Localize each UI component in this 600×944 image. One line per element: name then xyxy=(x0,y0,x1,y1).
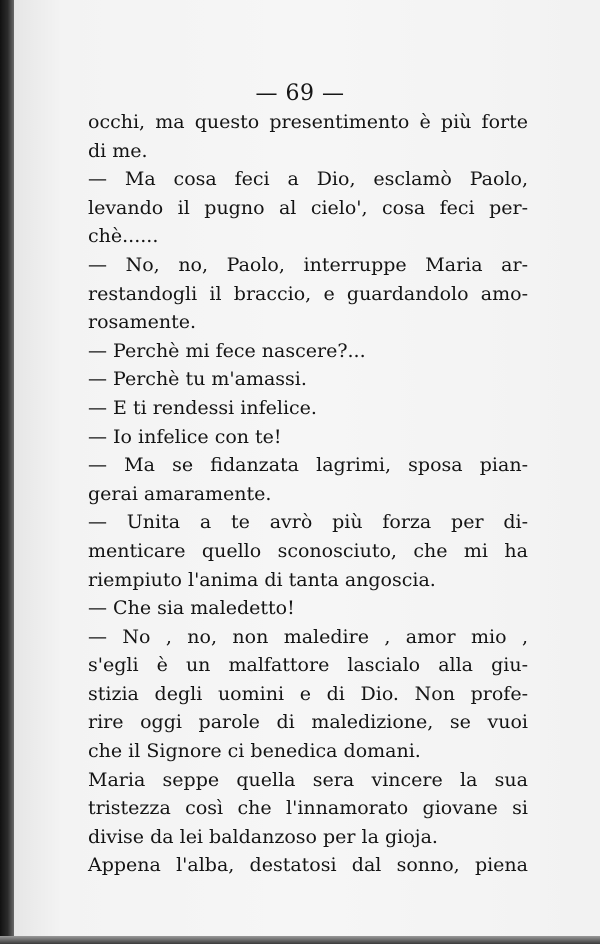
text-line: — No, no, Paolo, interruppe Maria ar- xyxy=(88,253,528,276)
page-bottom-edge xyxy=(0,936,600,944)
text-line: menticare quello sconosciuto, che mi ha xyxy=(88,539,528,562)
text-line: s'egli è un malfattore lascialo alla giu- xyxy=(88,654,528,677)
body-text xyxy=(88,108,528,880)
text-line: rire oggi parole di maledizione, se vuoi xyxy=(88,711,528,734)
text-line: stizia degli uomini e di Dio. Non profe- xyxy=(88,682,528,705)
text-line: — Ma se fidanzata lagrimi, sposa pian- xyxy=(88,454,528,477)
text-line: chè...... xyxy=(88,225,159,248)
text-line: — Io infelice con te! xyxy=(88,425,282,448)
text-line: divise da lei baldanzoso per la gioja. xyxy=(88,825,438,848)
text-line: rosamente. xyxy=(88,311,197,334)
text-line: gerai amaramente. xyxy=(88,482,272,505)
text-line: — Perchè tu m'amassi. xyxy=(88,368,307,391)
text-line: — Perchè mi fece nascere?... xyxy=(88,339,366,362)
text-line: — Che sia maledetto! xyxy=(88,597,295,620)
text-line: tristezza così che l'innamorato giovane si xyxy=(88,797,528,820)
text-line: Appena l'alba, destatosi dal sonno, piena xyxy=(88,854,528,877)
text-line: di me. xyxy=(88,139,148,162)
text-line: — Ma cosa feci a Dio, esclamò Paolo, xyxy=(88,168,528,191)
text-line: restandogli il braccio, e guardandolo amo- xyxy=(88,282,528,305)
text-line: levando il pugno al cielo', cosa feci per- xyxy=(88,196,528,219)
text-line: riempiuto l'anima di tanta angoscia. xyxy=(88,568,436,591)
text-line: — Unita a te avrò più forza per di- xyxy=(88,511,528,534)
text-line: Maria seppe quella sera vincere la sua xyxy=(88,768,528,791)
book-spine-shadow xyxy=(0,0,14,944)
text-line: che il Signore ci benedica domani. xyxy=(88,740,421,763)
page-number: — 69 — xyxy=(255,81,345,106)
text-line: occhi, ma questo presentimento è più forte xyxy=(88,111,528,133)
text-line: — E ti rendessi infelice. xyxy=(88,396,317,419)
text-line: — No , no, non maledire , amor mio , xyxy=(88,625,528,648)
